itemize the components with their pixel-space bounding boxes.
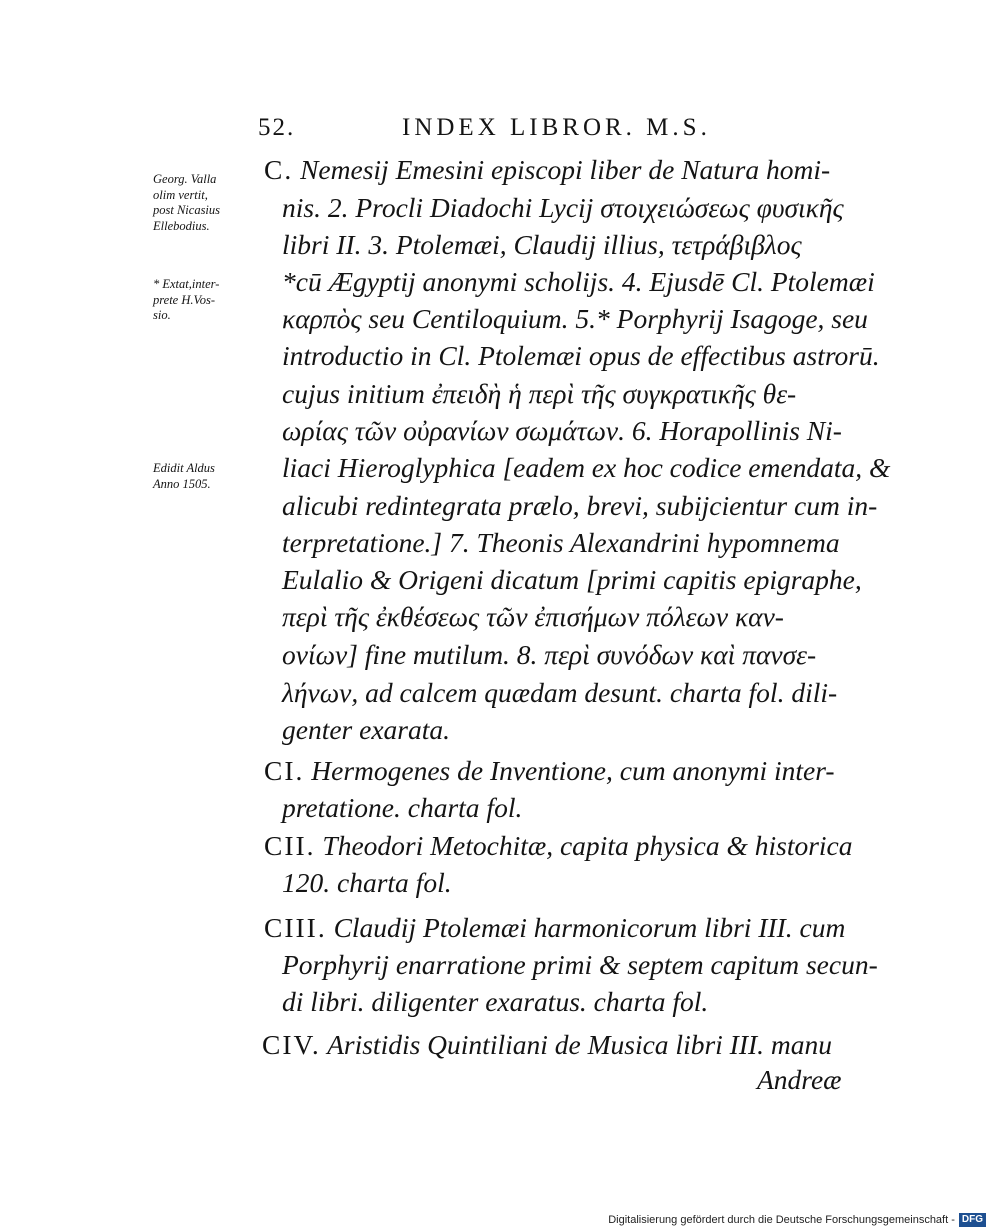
text-line: [282, 339, 880, 373]
line-text: liaci Hieroglyphica [eadem ex hoc codice emendata, &: [282, 452, 891, 483]
entry-number: CIV.: [262, 1029, 321, 1060]
text-line: [264, 911, 845, 945]
page-number: 52.: [258, 114, 296, 141]
side-note-line: * Extat,inter-: [153, 277, 220, 291]
running-title: INDEX LIBROR. M.S.: [402, 114, 711, 141]
side-note-line: Edidit Aldus: [153, 461, 215, 475]
side-note-line: prete H.Vos-: [153, 292, 216, 307]
side-note-line: Anno 1505.: [153, 476, 211, 491]
line-text: καρπὸς seu Centiloquium. 5.* Porphyrij Isagoge, seu: [282, 303, 868, 334]
line-text: terpretatione.] 7. Theonis Alexandrini hypomnema: [282, 527, 840, 558]
line-text: Claudij Ptolemæi harmonicorum libri III. cum: [333, 912, 846, 943]
text-line: [282, 985, 708, 1019]
side-note-vossio: [153, 277, 219, 324]
side-note-valla: [153, 172, 220, 234]
side-note-line: Georg. Valla: [153, 172, 217, 186]
text-line: [282, 489, 877, 523]
text-line: [282, 791, 522, 825]
text-line: [282, 228, 802, 262]
text-line: [262, 1028, 832, 1062]
text-line: [282, 713, 450, 747]
line-text: Hermogenes de Inventione, cum anonymi inter-: [311, 755, 835, 786]
text-line: [264, 829, 853, 863]
line-text: nis. 2. Procli Diadochi Lycij στοιχειώσεως φυσικῆς: [282, 192, 844, 223]
line-text: cujus initium ἐπειδὴ ἡ περὶ τῆς συγκρατικῆς θε-: [282, 378, 797, 409]
entry-number: CI.: [264, 755, 305, 786]
text-line: [282, 600, 784, 634]
line-text: Theodori Metochitæ, capita physica & historica: [322, 830, 853, 861]
text-line: [282, 948, 878, 982]
entry-number: C.: [264, 154, 294, 185]
line-text: λήνων, ad calcem quædam desunt. charta fol. dili-: [282, 677, 838, 708]
text-line: [282, 526, 840, 560]
line-text: genter exarata.: [282, 714, 451, 745]
line-text: alicubi redintegrata prælo, brevi, subijcientur cum in-: [282, 490, 878, 521]
text-line: [264, 754, 835, 788]
text-line: [282, 676, 837, 710]
line-text: περὶ τῆς ἐκθέσεως τῶν ἐπισήμων πόλεων καν-: [282, 601, 784, 632]
side-note-line: Ellebodius.: [153, 218, 210, 233]
side-note-line: olim vertit,: [153, 187, 208, 202]
text-line: [282, 638, 816, 672]
line-text: ονίων] fine mutilum. 8. περὶ συνόδων καὶ πανσε-: [282, 639, 817, 670]
text-line: [264, 153, 830, 187]
text-line: [282, 191, 844, 225]
dfg-logo: DFG: [959, 1213, 986, 1227]
line-text: pretatione. charta fol.: [282, 792, 523, 823]
line-text: Andreæ: [757, 1064, 842, 1095]
line-text: Aristidis Quintiliani de Musica libri III. manu: [327, 1029, 833, 1060]
text-line: [282, 563, 862, 597]
line-text: Eulalio & Origeni dicatum [primi capitis epigraphe,: [282, 564, 862, 595]
side-note-aldus: [153, 461, 215, 492]
line-text: introductio in Cl. Ptolemæi opus de effectibus astrorū.: [282, 340, 880, 371]
line-text: *cū Ægyptij anonymi scholijs. 4. Ejusdē Cl. Ptolemæi: [282, 266, 875, 297]
text-line: [282, 377, 796, 411]
text-line: [757, 1063, 842, 1097]
side-note-line: sio.: [153, 308, 171, 323]
line-text: Porphyrij enarratione primi & septem capitum secun-: [282, 949, 878, 980]
text-line: [282, 414, 842, 448]
line-text: Nemesij Emesini episcopi liber de Natura homi-: [300, 154, 831, 185]
line-text: ωρίας τῶν οὐρανίων σωμάτων. 6. Horapollinis Ni-: [282, 415, 842, 446]
line-text: 120. charta fol.: [282, 867, 452, 898]
line-text: libri II. 3. Ptolemæi, Claudij illius, τετράβιβλος: [282, 229, 802, 260]
text-line: [282, 265, 875, 299]
text-line: [282, 866, 452, 900]
entry-number: CII.: [264, 830, 316, 861]
side-note-line: post Nicasius: [153, 203, 221, 218]
digitization-credit: [608, 1213, 986, 1227]
credit-text: Digitalisierung gefördert durch die Deutsche Forschungsgemeinschaft -: [608, 1214, 955, 1226]
text-line: [282, 451, 890, 485]
text-line: [282, 302, 868, 336]
line-text: di libri. diligenter exaratus. charta fol.: [282, 986, 709, 1017]
entry-number: CIII.: [264, 912, 327, 943]
